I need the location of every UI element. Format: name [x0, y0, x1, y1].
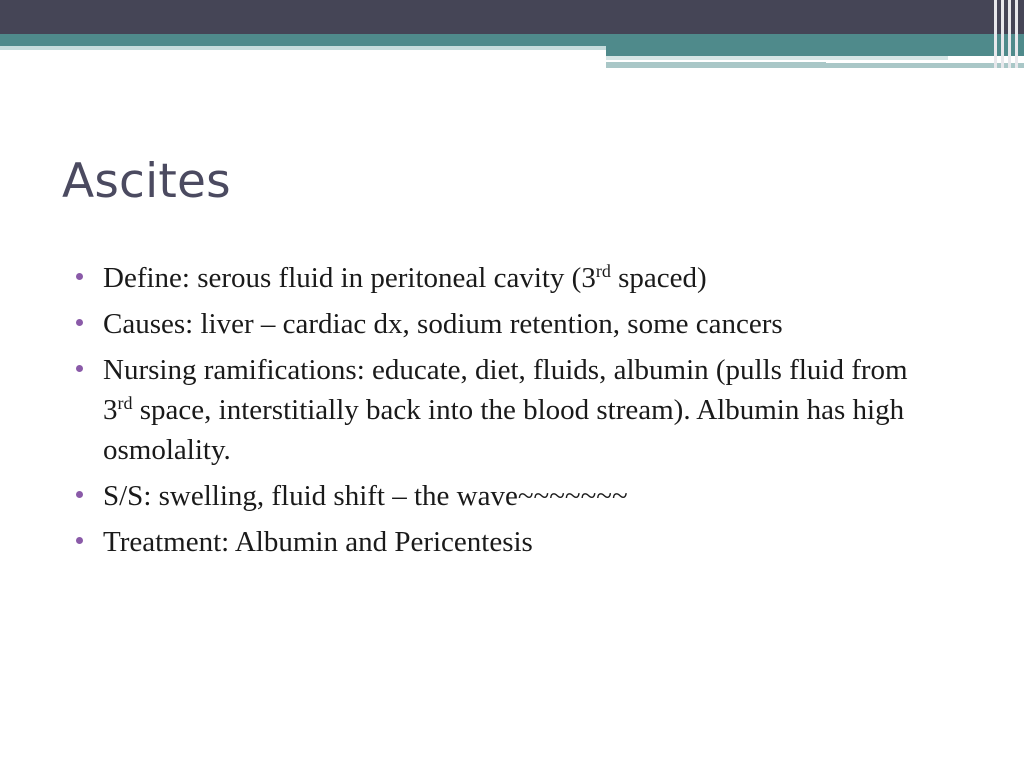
bullet-list [76, 258, 936, 562]
bullet-item [76, 476, 936, 516]
bullet-text: Nursing ramifications: educate, diet, fluids, albumin (pulls fluid from 3 [103, 354, 908, 426]
bullet-text-cont: space, interstitially back into the blood stream). Albumin has high osmolality. [103, 394, 905, 466]
bullet-item [76, 350, 936, 470]
bullet-item [76, 522, 936, 562]
bullet-dot-icon [76, 491, 83, 498]
bullet-dot-icon [76, 537, 83, 544]
bullet-item [76, 258, 936, 298]
bullet-text-cont: spaced) [610, 262, 707, 294]
slide-title: Ascites [62, 154, 231, 209]
header-accent-block [606, 46, 1024, 56]
bullet-text: S/S: swelling, fluid shift – the wave~~~~~~~ [103, 480, 628, 512]
superscript: rd [117, 393, 133, 413]
bullet-text: Define: serous fluid in peritoneal cavity (3 [103, 262, 596, 294]
bullet-item [76, 304, 936, 344]
header-stripes [992, 0, 1024, 68]
header-band-teal [0, 34, 1024, 46]
bullet-dot-icon [76, 365, 83, 372]
slide-body [76, 258, 936, 568]
bullet-dot-icon [76, 273, 83, 280]
bullet-text: Causes: liver – cardiac dx, sodium retention, some cancers [103, 308, 783, 340]
header-band-dark [0, 0, 1024, 34]
bullet-dot-icon [76, 319, 83, 326]
bullet-text: Treatment: Albumin and Pericentesis [103, 526, 533, 558]
superscript: rd [595, 261, 611, 281]
